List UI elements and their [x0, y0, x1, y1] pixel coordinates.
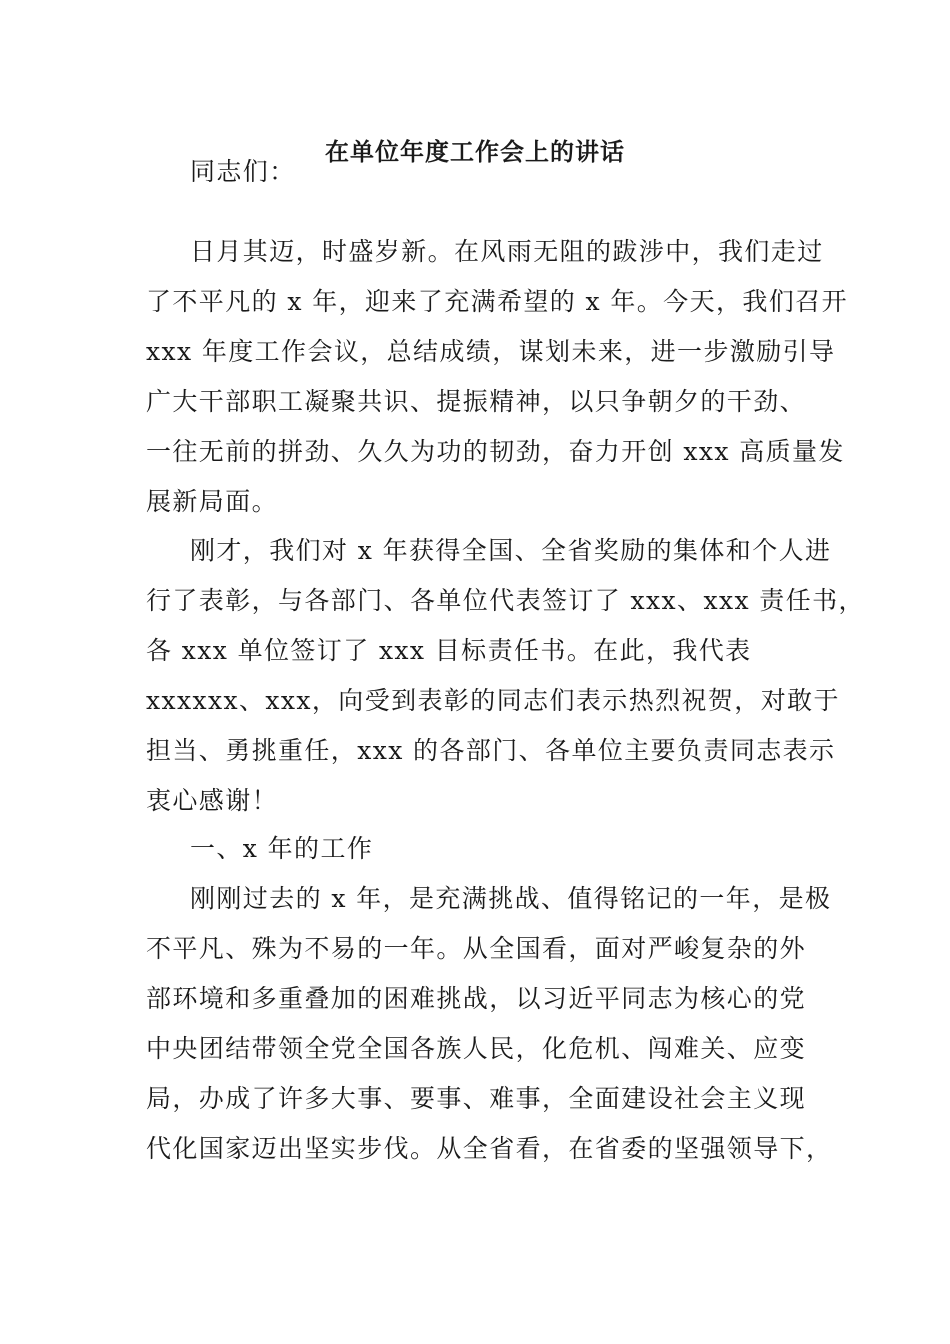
section-heading: 一、x 年的工作: [190, 834, 374, 863]
paragraph-line: xxxxxx、xxx，向受到表彰的同志们表示热烈祝贺，对敢于: [146, 686, 840, 715]
paragraph-line: 一往无前的拼劲、久久为功的韧劲，奋力开创 xxx 高质量发: [146, 437, 845, 466]
paragraph-line: 了不平凡的 x 年，迎来了充满希望的 x 年。今天，我们召开: [146, 287, 848, 316]
paragraph-line: 各 xxx 单位签订了 xxx 目标责任书。在此，我代表: [146, 636, 752, 665]
paragraph-line: 展新局面。: [146, 487, 279, 516]
paragraph-line: 中央团结带领全党全国各族人民，化危机、闯难关、应变: [146, 1034, 807, 1063]
paragraph-line: 担当、勇挑重任，xxx 的各部门、各单位主要负责同志表示: [146, 736, 836, 765]
paragraph-line: 代化国家迈出坚实步伐。从全省看，在省委的坚强领导下，: [146, 1134, 833, 1163]
paragraph-line: 刚才，我们对 x 年获得全国、全省奖励的集体和个人进: [190, 536, 832, 565]
paragraph-line: 衷心感谢！: [146, 786, 279, 815]
paragraph-line: 广大干部职工凝聚共识、提振精神，以只争朝夕的干劲、: [146, 387, 807, 416]
paragraph-line: 局，办成了许多大事、要事、难事，全面建设社会主义现: [146, 1084, 807, 1113]
paragraph-line: 刚刚过去的 x 年，是充满挑战、值得铭记的一年，是极: [190, 884, 832, 913]
paragraph-line: xxx 年度工作会议，总结成绩，谋划未来，进一步激励引导: [146, 337, 836, 366]
paragraph-line: 行了表彰，与各部门、各单位代表签订了 xxx、xxx 责任书，: [146, 586, 865, 615]
paragraph-line: 部环境和多重叠加的困难挑战，以习近平同志为核心的党: [146, 984, 807, 1013]
salutation-line: 同志们：: [190, 157, 296, 186]
paragraph-line: 不平凡、殊为不易的一年。从全国看，面对严峻复杂的外: [146, 934, 807, 963]
document-title: 在单位年度工作会上的讲话: [325, 137, 625, 166]
paragraph-line: 日月其迈，时盛岁新。在风雨无阻的跋涉中，我们走过: [190, 237, 824, 266]
